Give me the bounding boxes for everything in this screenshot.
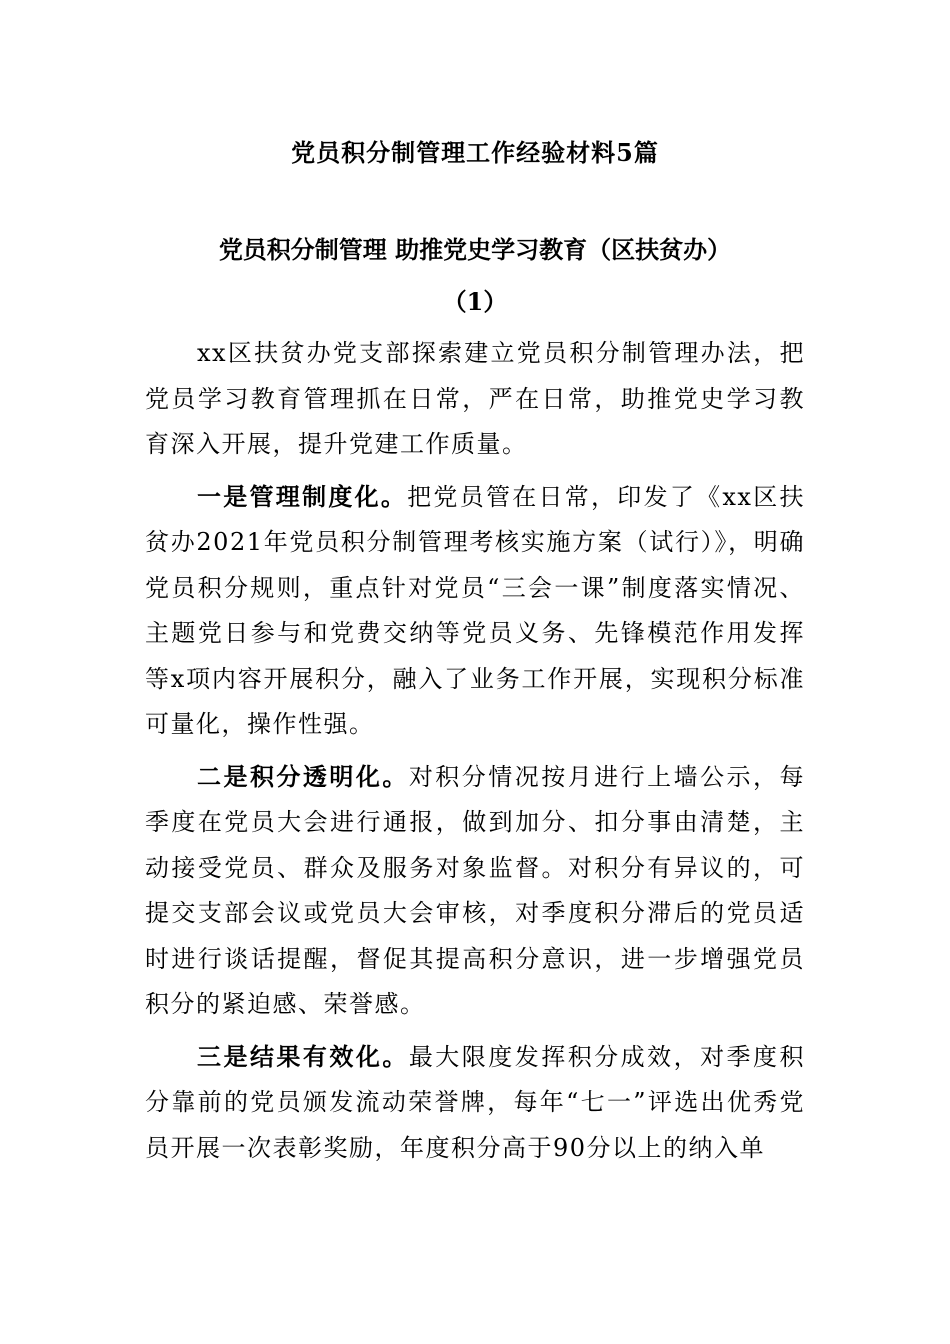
document-page [145, 0, 805, 1344]
paragraph-point-2 [145, 754, 805, 1028]
section-title: 党员积分制管理 助推党史学习教育（区扶贫办） [218, 235, 732, 264]
paragraph-text: xx区扶贫办党支部探索建立党员积分制管理办法，把党员学习教育管理抓在日常，严在日常，助推党史学习教育深入开展，提升党建工作质量。 [145, 339, 805, 458]
document-title: 党员积分制管理工作经验材料5篇 [291, 138, 659, 167]
paragraph-text: 把党员管在日常，印发了《xx区扶贫办2021年党员积分制管理考核实施方案（试行）》，明确党员积分规则，重点针对党员“三会一课”制度落实情况、主题党日参与和党费交纳等党员义务、先锋模范作用发挥等x项内容开展积分，融入了业务工作开展，实现积分标准可量化，操作性强。 [145, 482, 805, 738]
paragraph-point-3 [145, 1034, 805, 1172]
paragraph-lead: 三是结果有效化。 [197, 1041, 409, 1071]
paragraph-lead: 一是管理制度化。 [197, 481, 408, 511]
paragraph-intro [145, 331, 805, 468]
paragraph-lead: 二是积分透明化。 [197, 761, 409, 791]
section-number: （1） [442, 287, 508, 316]
paragraph-point-1 [145, 474, 805, 748]
paragraph-text: 对积分情况按月进行上墙公示，每季度在党员大会进行通报，做到加分、扣分事由清楚，主动接受党员、群众及服务对象监督。对积分有异议的，可提交支部会议或党员大会审核，对季度积分滞后的党员适时进行谈话提醒，督促其提高积分意识，进一步增强党员积分的紧迫感、荣誉感。 [145, 762, 806, 1018]
document-body [145, 331, 805, 1177]
paragraph-text: 最大限度发挥积分成效，对季度积分靠前的党员颁发流动荣誉牌，每年“七一”评选出优秀党员开展一次表彰奖励，年度积分高于90分以上的纳入单 [145, 1042, 806, 1162]
